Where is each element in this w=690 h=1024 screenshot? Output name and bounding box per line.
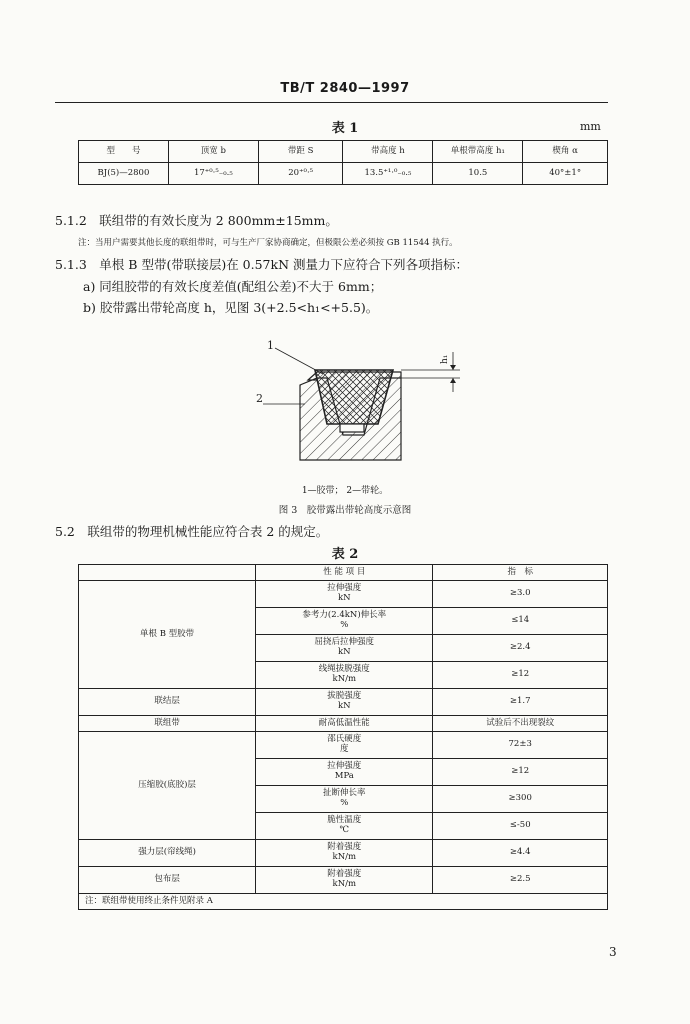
table2-group-cell: 联结层	[79, 689, 256, 716]
table2-caption: 表 2	[331, 547, 359, 562]
table2-header-row	[79, 565, 608, 581]
figure3-diagram	[255, 340, 475, 475]
table-row	[79, 732, 608, 759]
table2-group-cell: 包布层	[79, 867, 256, 894]
item-unit: kN	[338, 701, 351, 711]
leader-line-1	[275, 348, 323, 374]
table1-cell: 20⁺⁰·⁵	[258, 163, 343, 185]
item-unit: %	[340, 798, 349, 808]
table2-note-row	[79, 894, 608, 910]
table2-group-cell: 强力层(帘线绳)	[79, 840, 256, 867]
item-name: 附着强度	[327, 842, 362, 853]
table2-group-cell: 压缩胶(底胶)层	[79, 732, 256, 840]
table2-item-cell	[256, 689, 433, 716]
table1-cell: BJ(5)—2800	[79, 163, 169, 185]
table-row	[79, 716, 608, 732]
figure-label-2: 2	[256, 392, 263, 405]
table2-item-cell	[256, 759, 433, 786]
belt-base	[340, 424, 364, 432]
table1-caption: 表 1	[331, 121, 359, 136]
item-name: 脆性温度	[327, 815, 362, 826]
table2-value-cell: ≥2.4	[433, 635, 608, 662]
table2-note: 注：联组带使用终止条件见附录 A	[79, 894, 608, 910]
table2-item-cell	[256, 867, 433, 894]
item-name: 拔脱强度	[327, 691, 362, 702]
table1-cell: 13.5⁺¹·⁰₋₀.₅	[343, 163, 433, 185]
table2-value-cell: 试验后不出现裂纹	[433, 716, 608, 732]
table2-header-cell: 性 能 项 目	[256, 565, 433, 581]
table2-value-cell: 72±3	[433, 732, 608, 759]
table1-row	[79, 163, 608, 185]
table1	[78, 140, 608, 185]
item-name: 拉伸强度	[327, 583, 362, 594]
arrowhead	[450, 378, 456, 383]
page-number: 3	[609, 945, 617, 959]
item-unit: kN/m	[332, 879, 357, 889]
item-unit: ℃	[339, 825, 350, 835]
clause-5-1-2-note: 注：当用户需要其他长度的联组带时，可与生产厂家协商确定，但极限公差必须按 GB 11544 执行。	[78, 238, 458, 248]
table1-header-row	[79, 141, 608, 163]
table2-value-cell: ≥12	[433, 662, 608, 689]
table2-item-cell	[256, 813, 433, 840]
table2-value-cell: ≤-50	[433, 813, 608, 840]
item-name: 附着强度	[327, 869, 362, 880]
item-unit: kN	[338, 593, 351, 603]
table-row	[79, 840, 608, 867]
table1-header-cell: 单根带高度 h₁	[433, 141, 523, 163]
table1-cell: 40°±1°	[523, 163, 608, 185]
table-row	[79, 867, 608, 894]
table2-item-cell	[256, 635, 433, 662]
table2-header-cell	[79, 565, 256, 581]
table2-item-cell: 耐高低温性能	[256, 716, 433, 732]
clause-5-1-3-item-b: b) 胶带露出带轮高度 h，见图 3(+2.5<h₁<+5.5)。	[83, 300, 379, 315]
table2	[78, 564, 608, 910]
table2-value-cell: ≥3.0	[433, 581, 608, 608]
item-unit: %	[340, 620, 349, 630]
table2-item-cell	[256, 662, 433, 689]
table1-header-cell: 带距 S	[258, 141, 343, 163]
item-unit: MPa	[334, 771, 354, 781]
item-name: 邵氏硬度	[327, 734, 362, 745]
table1-unit: mm	[580, 120, 601, 133]
item-unit: 度	[340, 744, 349, 754]
clause-5-1-3: 5.1.3 单根 B 型带(带联接层)在 0.57kN 测量力下应符合下列各项指标：	[55, 257, 468, 272]
clause-5-1-3-item-a: a) 同组胶带的有效长度差值(配组公差)不大于 6mm；	[83, 279, 383, 294]
table2-group-cell: 单根 B 型胶带	[79, 581, 256, 689]
table2-item-cell	[256, 786, 433, 813]
table2-item-cell	[256, 732, 433, 759]
figure3-legend: 1—胶带； 2—带轮。	[301, 486, 389, 496]
table2-value-cell: ≥300	[433, 786, 608, 813]
item-name: 线绳拔脱强度	[318, 664, 370, 675]
table-row	[79, 581, 608, 608]
item-name: 扯断伸长率	[323, 788, 366, 799]
table1-cell: 10.5	[433, 163, 523, 185]
figure3-caption: 图 3 胶带露出带轮高度示意图	[278, 505, 412, 516]
item-unit: kN/m	[332, 852, 357, 862]
table1-header-cell: 顶宽 b	[168, 141, 258, 163]
table1-cell: 17⁺⁰·⁵₋₀.₅	[168, 163, 258, 185]
item-name: 屈挠后拉伸强度	[314, 637, 375, 648]
figure-label-1: 1	[267, 340, 274, 352]
table2-value-cell: ≥4.4	[433, 840, 608, 867]
table2-value-cell: ≤14	[433, 608, 608, 635]
table2-item-cell	[256, 840, 433, 867]
page-header: TB/T 2840—1997	[280, 81, 410, 96]
table2-value-cell: ≥1.7	[433, 689, 608, 716]
table-row	[79, 689, 608, 716]
table1-header-cell: 楔角 α	[523, 141, 608, 163]
item-unit: kN/m	[332, 674, 357, 684]
table1-header-cell: 型 号	[79, 141, 169, 163]
item-name: 拉伸强度	[327, 761, 362, 772]
arrowhead	[450, 365, 456, 370]
item-unit: kN	[338, 647, 351, 657]
item-name: 参考力(2.4kN)伸长率	[302, 610, 387, 621]
table2-item-cell	[256, 608, 433, 635]
table2-group-cell: 联组带	[79, 716, 256, 732]
clause-5-2: 5.2 联组带的物理机械性能应符合表 2 的规定。	[55, 524, 329, 539]
dimension-label: h₁	[440, 354, 450, 364]
header-rule	[55, 102, 608, 103]
table2-value-cell: ≥2.5	[433, 867, 608, 894]
table1-header-cell: 带高度 h	[343, 141, 433, 163]
table2-value-cell: ≥12	[433, 759, 608, 786]
table2-header-cell: 指 标	[433, 565, 608, 581]
table2-item-cell	[256, 581, 433, 608]
clause-5-1-2: 5.1.2 联组带的有效长度为 2 800mm±15mm。	[55, 213, 338, 228]
